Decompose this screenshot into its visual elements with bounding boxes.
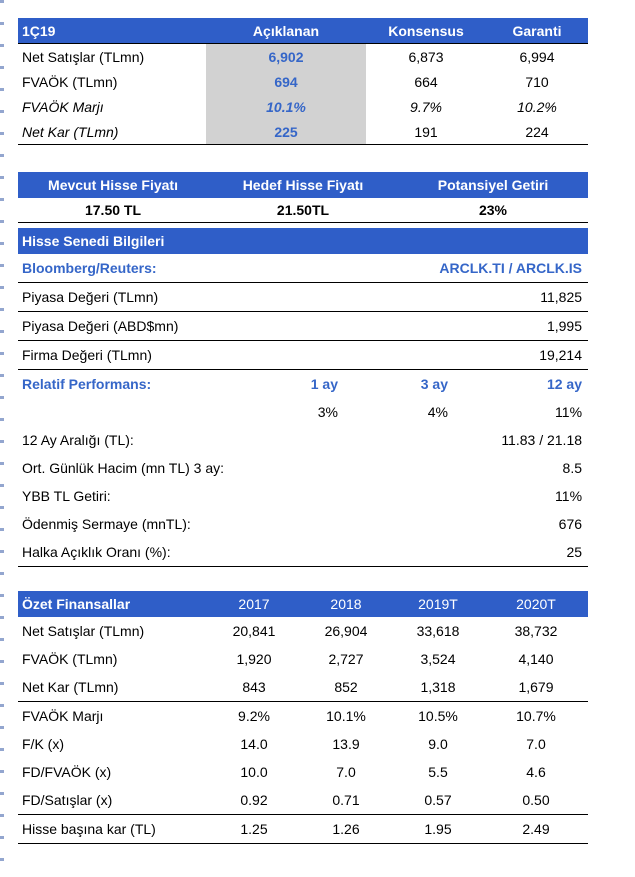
table-row [18,510,588,538]
table-row [18,454,588,482]
table-row [18,645,588,673]
table-row [18,786,588,815]
cell: 10.1% [326,708,366,724]
ytd-return: 11% [555,488,583,504]
reported-value: 225 [206,119,366,145]
current-price: 17.50 TL [18,198,208,223]
table-row [18,44,588,70]
row-label: Net Kar (TLmn) [18,673,208,702]
rel-perf-3m: 4% [427,404,448,420]
table-row [18,617,588,645]
enterprise-value: 19,214 [539,347,583,363]
consensus-value: 9.7% [410,98,442,115]
garanti-value: 224 [486,119,588,145]
left-edge-marks [0,0,4,877]
stock-info-table [18,228,588,567]
reported-value: 6,902 [206,44,366,70]
price-header-row [18,172,588,198]
table-row [18,370,588,399]
row-label: FVAÖK Marjı [22,98,104,115]
row-label: Ort. Günlük Hacim (mn TL) 3 ay: [22,460,225,476]
financials-table [18,591,588,844]
row-label: Firma Değeri (TLmn) [22,347,152,363]
table-row [18,702,588,731]
row-label: F/K (x) [22,736,64,752]
table-row [18,341,588,370]
price-table [18,172,588,223]
target-price-header: Hedef Hisse Fiyatı [242,177,364,193]
table-row [18,730,588,758]
cell: 0.71 [300,786,392,815]
cell: 7.0 [336,764,356,780]
rel-perf-1m: 3% [317,404,338,420]
cell: 1,318 [392,673,484,702]
cell: 10.7% [516,708,556,724]
cell: 0.50 [484,786,588,815]
table-row [18,94,588,119]
avg-volume: 8.5 [562,460,583,476]
cell: 33,618 [416,623,460,639]
row-label: YBB TL Getiri: [22,488,111,504]
financials-title: Özet Finansallar [22,596,131,612]
rel-perf-12m: 11% [555,404,583,420]
table-row [18,426,588,454]
cell: 2,727 [328,651,364,667]
reported-value: 10.1% [206,94,366,119]
table-row [18,254,588,283]
cell: 7.0 [526,736,546,752]
row-label: Piyasa Değeri (TLmn) [18,283,258,312]
year-col: 2017 [238,596,270,612]
rel-perf-label: Relatif Performans: [22,376,152,392]
cell: 3,524 [420,651,456,667]
table-row [18,815,588,844]
upside: 23% [398,198,588,223]
cell: 26,904 [324,623,368,639]
row-label: Net Satışlar (TLmn) [18,44,206,70]
market-cap-tl: 11,825 [478,283,588,312]
bloomberg-label: Bloomberg/Reuters: [18,254,258,283]
price-value-row [18,198,588,223]
upside-header: Potansiyel Getiri [437,177,549,193]
cell: 1,679 [484,673,588,702]
table-row [18,119,588,145]
table-row [18,538,588,567]
garanti-value: 710 [525,73,549,90]
cell: 10.0 [240,764,268,780]
cell: 2.49 [484,815,588,844]
consensus-value: 191 [366,119,486,145]
reported-value: 694 [206,69,366,94]
cell: 9.2% [238,708,270,724]
row-label: Piyasa Değeri (ABD$mn) [18,312,258,341]
row-label: Ödenmiş Sermaye (mnTL): [22,516,191,532]
garanti-value: 10.2% [517,98,557,115]
current-price-header: Mevcut Hisse Fiyatı [48,177,178,193]
range-12m: 11.83 / 21.18 [501,432,583,448]
market-cap-usd: 1,995 [478,312,588,341]
cell: 13.9 [332,736,360,752]
year-col: 2019T [418,596,458,612]
row-label: Halka Açıklık Oranı (%): [18,538,258,567]
row-label: Net Kar (TLmn) [18,119,206,145]
row-label: 12 Ay Aralığı (TL): [22,432,134,448]
row-label: FVAÖK (TLmn) [22,651,118,667]
row-label: FD/Satışlar (x) [18,786,208,815]
cell: 10.5% [418,708,458,724]
year-col: 2020T [516,596,556,612]
bloomberg-ticker: ARCLK.TI / ARCLK.IS [368,254,588,283]
cell: 843 [208,673,300,702]
cell: 9.0 [428,736,448,752]
target-price: 21.50TL [208,198,398,223]
table-row [18,69,588,94]
cell: 0.57 [392,786,484,815]
col-garanti: Garanti [512,22,562,39]
results-header-row [18,18,588,44]
period-3m: 3 ay [420,376,448,392]
free-float: 25 [478,538,588,567]
cell: 852 [300,673,392,702]
stock-info-title-row [18,228,588,254]
year-col: 2018 [330,596,362,612]
col-consensus: Konsensus [388,22,464,39]
cell: 4,140 [518,651,554,667]
row-label: FVAÖK Marjı [22,708,104,724]
cell: 1.25 [208,815,300,844]
table-row [18,398,588,426]
table-row [18,673,588,702]
row-label: Net Satışlar (TLmn) [22,623,145,639]
col-reported: Açıklanan [252,22,320,39]
garanti-value: 6,994 [486,44,588,70]
cell: 1.95 [392,815,484,844]
cell: 1,920 [236,651,272,667]
table-row [18,312,588,341]
cell: 1.26 [300,815,392,844]
table-row [18,283,588,312]
row-label: FVAÖK (TLmn) [22,73,118,90]
consensus-value: 664 [414,73,438,90]
financials-header-row [18,591,588,617]
cell: 38,732 [514,623,558,639]
results-period: 1Ç19 [22,22,56,39]
cell: 0.92 [208,786,300,815]
cell: 4.6 [526,764,546,780]
table-row [18,482,588,510]
period-12m: 12 ay [546,376,583,392]
cell: 14.0 [240,736,268,752]
row-label: FD/FVAÖK (x) [22,764,112,780]
row-label: Hisse başına kar (TL) [18,815,208,844]
table-row [18,758,588,786]
results-table [18,18,588,145]
cell: 5.5 [428,764,448,780]
stock-info-title: Hisse Senedi Bilgileri [22,233,165,249]
consensus-value: 6,873 [366,44,486,70]
cell: 20,841 [232,623,276,639]
paid-capital: 676 [558,516,583,532]
period-1m: 1 ay [310,376,338,392]
